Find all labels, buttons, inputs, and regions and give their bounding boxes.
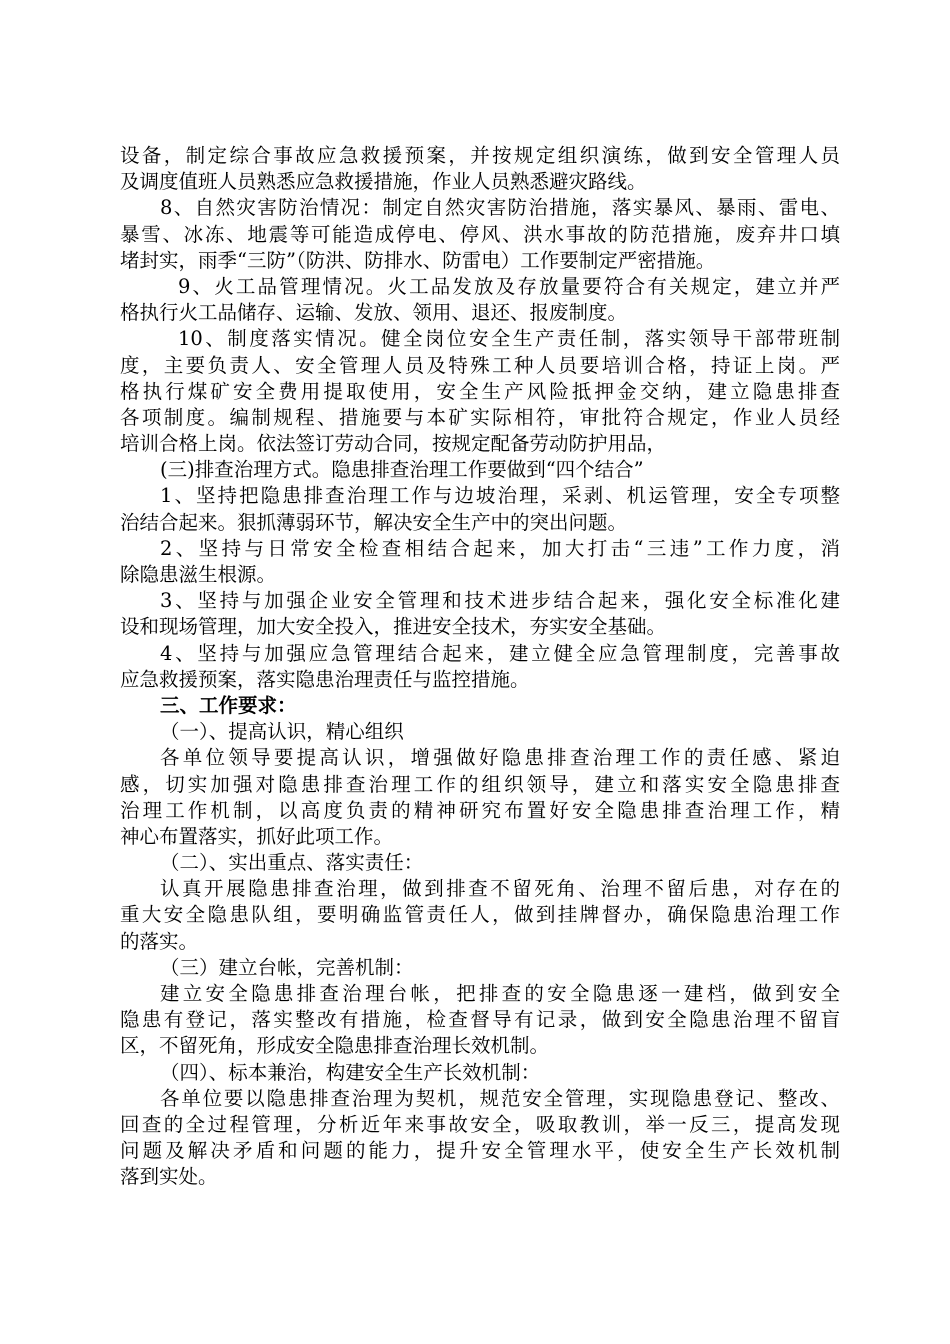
text-line: 1、坚持把隐患排查治理工作与边坡治理，采剥、机运管理，安全专项整 xyxy=(160,484,840,508)
text-line: 培训合格上岗。依法签订劳动合同，按规定配备劳动防护用品， xyxy=(120,432,667,456)
text-line: 治理工作机制，以高度负责的精神研究布置好安全隐患排查治理工作，精 xyxy=(120,798,840,822)
text-line: 各项制度。编制规程、措施要与本矿实际相符，审批符合规定，作业人员经 xyxy=(120,405,840,429)
text-line: 及调度值班人员熟悉应急救援措施，作业人员熟悉避灾路线。 xyxy=(120,170,647,194)
section-subheading: （四）、标本兼治，构建安全生产长效机制： xyxy=(160,1060,541,1084)
text-line: 隐患有登记，落实整改有措施，检查督导有记录，做到安全隐患治理不留盲 xyxy=(120,1008,840,1032)
text-line: 除隐患滋生根源。 xyxy=(120,563,277,586)
text-line: 落到实处。 xyxy=(120,1165,218,1189)
text-line: 区，不留死角，形成安全隐患排查治理长效机制。 xyxy=(120,1034,550,1058)
section-heading: 三、工作要求： xyxy=(160,693,297,717)
text-line: 的落实。 xyxy=(120,929,199,953)
text-line: 问题及解决矛盾和问题的能力，提升安全管理水平，使安全生产长效机制 xyxy=(120,1139,840,1163)
text-line: 设备，制定综合事故应急救援预案，并按规定组织演练，做到安全管理人员 xyxy=(120,144,840,167)
text-line: 认真开展隐患排查治理，做到排查不留死角、治理不留后患，对存在的 xyxy=(160,877,840,901)
text-line: 各单位要以隐患排查治理为契机，规范安全管理，实现隐患登记、整改、 xyxy=(160,1086,840,1110)
text-line: 格执行煤矿安全费用提取使用，安全生产风险抵押金交纳，建立隐患排查 xyxy=(120,379,840,403)
text-line: 堵封实，雨季“三防”（防洪、防排水、防雷电）工作要制定严密措施。 xyxy=(120,248,716,272)
text-line: 9、火工品管理情况。火工品发放及存放量要符合有关规定，建立并严 xyxy=(178,274,840,298)
text-line: 重大安全隐患队组，要明确监管责任人，做到挂牌督办，确保隐患治理工作 xyxy=(120,903,840,927)
text-line: 建立安全隐患排查治理台帐，把排查的安全隐患逐一建档，做到安全 xyxy=(160,982,840,1005)
text-line: 回查的全过程管理，分析近年来事故安全，吸取教训，举一反三，提高发现 xyxy=(120,1112,840,1136)
text-line: 设和现场管理，加大安全投入，推进安全技术，夯实安全基础。 xyxy=(120,615,667,639)
section-subheading: （一）、提高认识，精心组织 xyxy=(160,720,404,744)
section-subheading: （三）建立台帐，完善机制： xyxy=(160,955,414,979)
text-line: 感，切实加强对隐患排查治理工作的组织领导，建立和落实安全隐患排查 xyxy=(120,772,840,796)
section-subheading: (三)排查治理方式。隐患排查治理工作要做到“四个结合” xyxy=(160,458,644,482)
text-line: 暴雪、冰冻、地震等可能造成停电、停风、洪水事故的防范措施，废弃井口填 xyxy=(120,222,840,246)
text-line: 格执行火工品储存、运输、发放、领用、退还、报废制度。 xyxy=(120,301,628,325)
text-line: 8、自然灾害防治情况：制定自然灾害防治措施，落实暴风、暴雨、雷电、 xyxy=(160,196,840,220)
text-line: 神心布置落实，抓好此项工作。 xyxy=(120,824,394,848)
text-line: 10、制度落实情况。健全岗位安全生产责任制，落实领导干部带班制 xyxy=(178,327,840,351)
text-line: 应急救援预案，落实隐患治理责任与监控措施。 xyxy=(120,667,530,691)
document-page xyxy=(120,143,840,1191)
text-line: 各单位领导要提高认识，增强做好隐患排查治理工作的责任感、紧迫 xyxy=(160,746,840,770)
text-line: 3、坚持与加强企业安全管理和技术进步结合起来，强化安全标准化建 xyxy=(160,589,840,613)
text-line: 2、坚持与日常安全检查相结合起来，加大打击“三违”工作力度，消 xyxy=(160,536,840,560)
text-line: 治结合起来。狠抓薄弱环节，解决安全生产中的突出问题。 xyxy=(120,510,628,534)
text-line: 4、坚持与加强应急管理结合起来，建立健全应急管理制度，完善事故 xyxy=(160,641,840,665)
section-subheading: （二）、实出重点、落实责任： xyxy=(160,851,424,875)
text-line: 度，主要负责人、安全管理人员及特殊工种人员要培训合格，持证上岗。严 xyxy=(120,353,840,377)
